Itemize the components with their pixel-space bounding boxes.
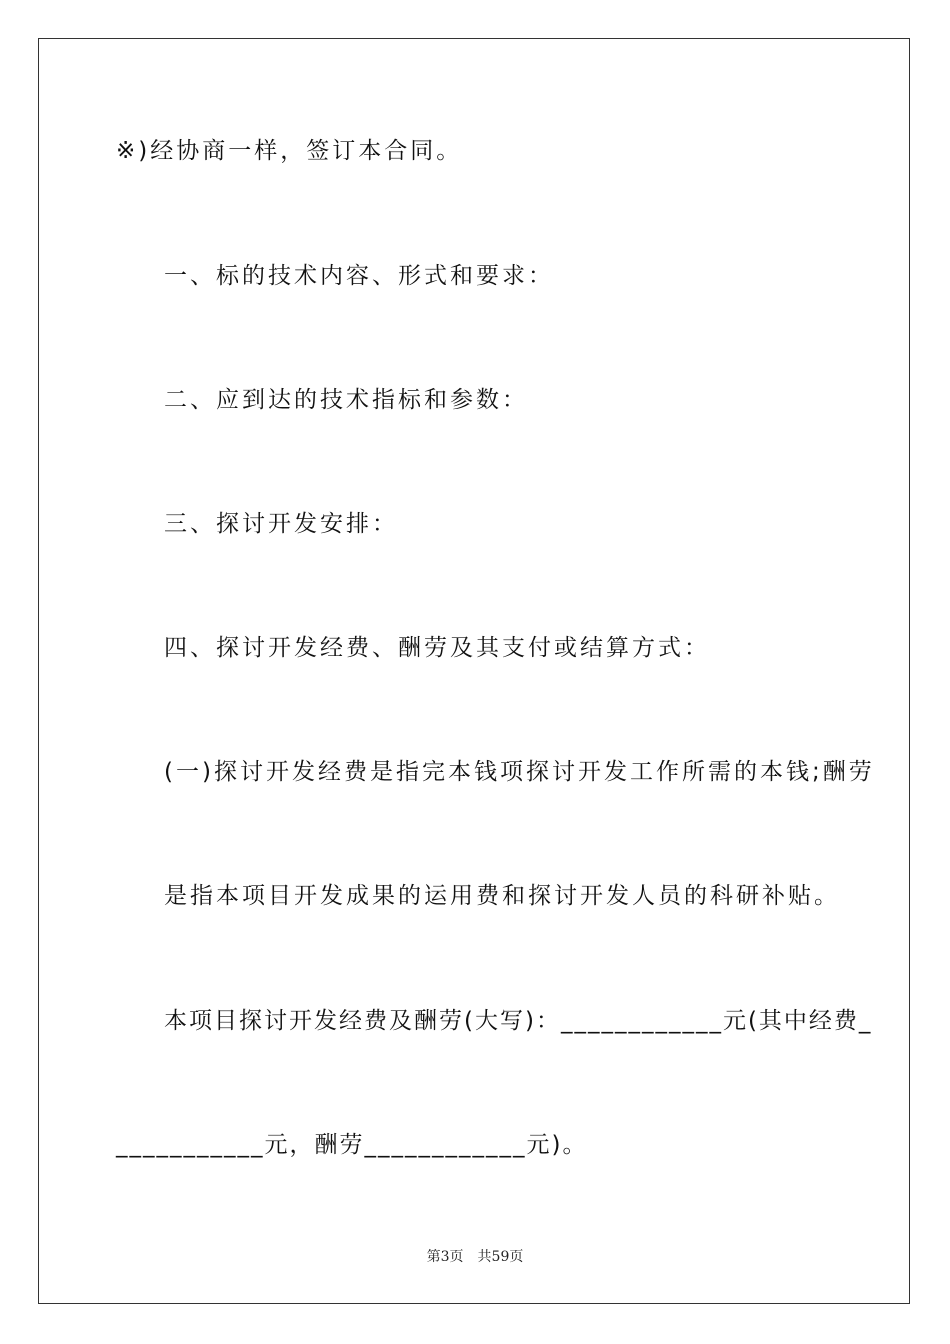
section-2-heading: 二、应到达的技术指标和参数： xyxy=(164,387,528,413)
total-pages: 共59页 xyxy=(477,1249,524,1265)
section-4-clause-1-line-1: (一)探讨开发经费是指完本钱项探讨开发工作所需的本钱;酬劳 xyxy=(164,759,875,785)
contract-preamble-line: ※)经协商一样，签订本合同。 xyxy=(116,138,463,164)
section-4-clause-1-line-2: 是指本项目开发成果的运用费和探讨开发人员的科研补贴。 xyxy=(164,883,840,909)
funding-amount-line-2: ___________元，酬劳____________元)。 xyxy=(116,1132,588,1158)
section-1-heading: 一、标的技术内容、形式和要求： xyxy=(164,263,554,289)
page-number: 第3页 xyxy=(426,1249,464,1265)
funding-amount-line-1: 本项目探讨开发经费及酬劳(大写)：____________元(其中经费_ xyxy=(164,1008,873,1034)
page-border xyxy=(38,38,910,1304)
page-footer xyxy=(0,1248,950,1266)
section-4-heading: 四、探讨开发经费、酬劳及其支付或结算方式： xyxy=(164,635,710,661)
section-3-heading: 三、探讨开发安排： xyxy=(164,511,398,537)
